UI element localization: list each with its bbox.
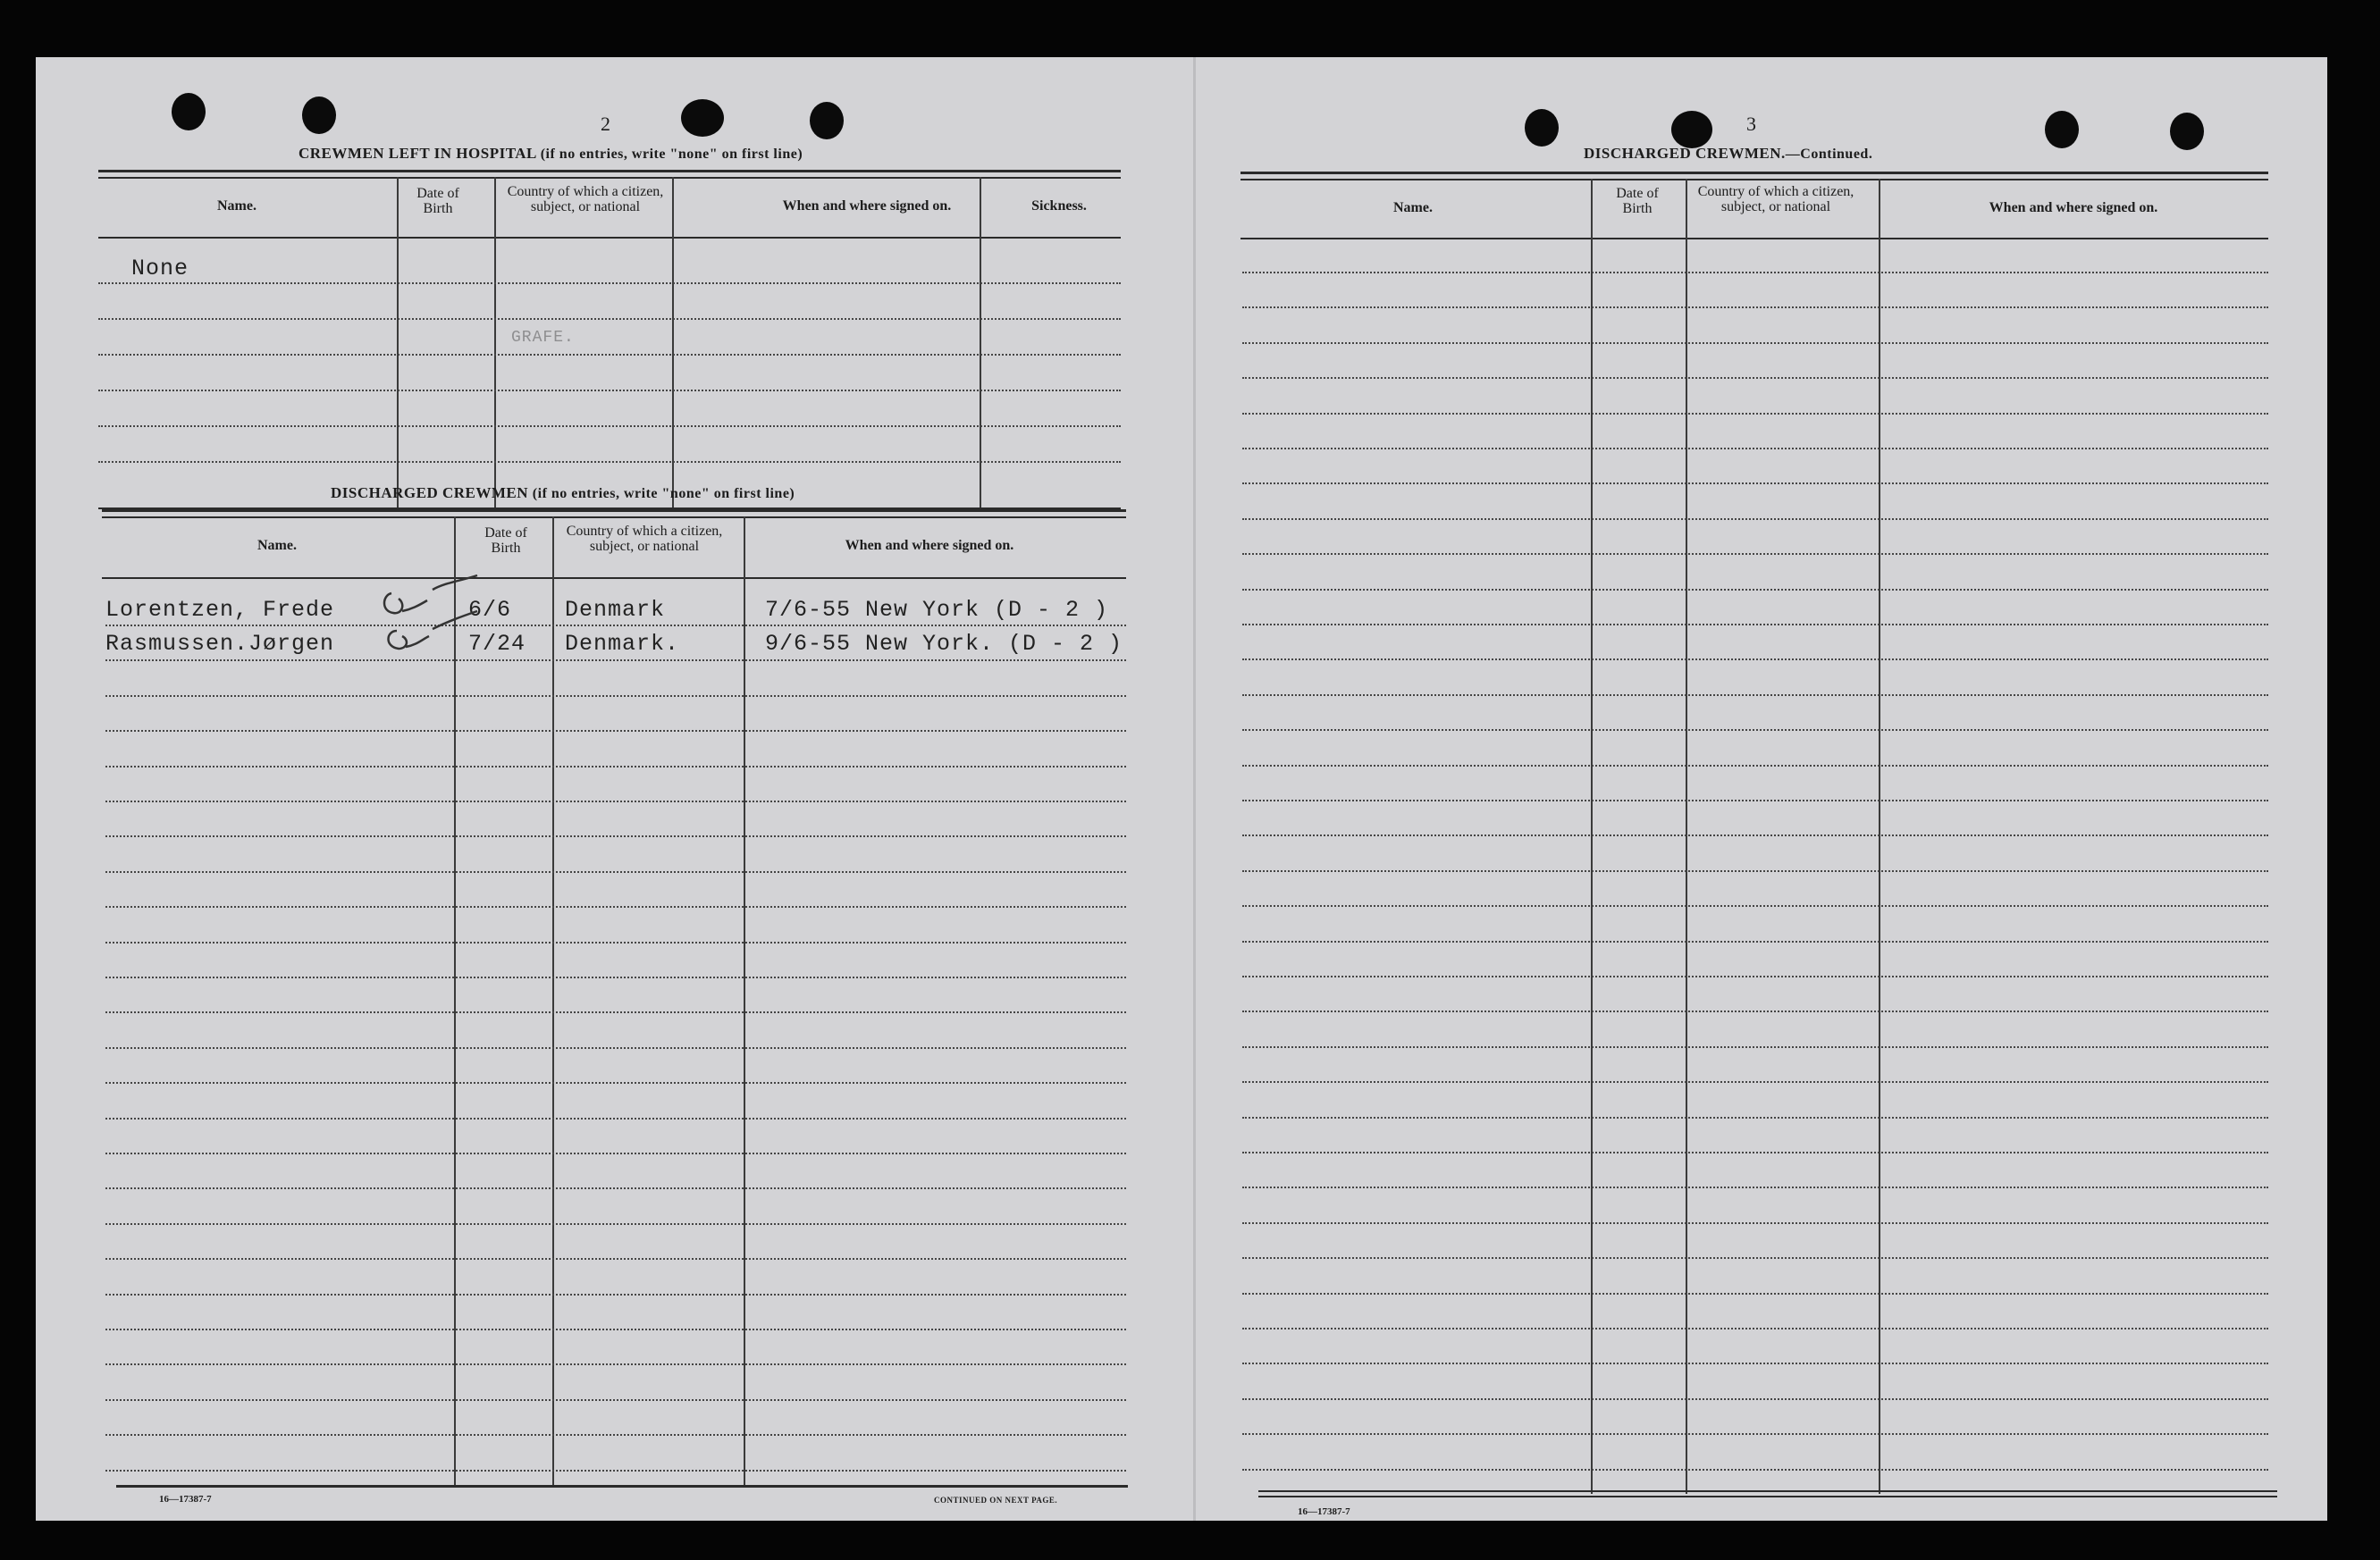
crew-dob: 7/24	[468, 631, 526, 657]
entry-line	[1242, 589, 2268, 591]
entry-line	[1242, 1293, 2268, 1295]
discharged-title-note: (if no entries, write "none" on first line)	[532, 486, 795, 501]
entry-line	[1242, 1117, 2268, 1119]
entry-line	[105, 1329, 1126, 1330]
entry-line	[1242, 1011, 2268, 1012]
entry-line	[105, 977, 1126, 978]
rule	[1240, 172, 2268, 174]
form-number: 16—17387-7	[159, 1494, 212, 1505]
hospital-entry: None	[131, 256, 189, 281]
entry-line	[1242, 1222, 2268, 1224]
col-header-signed-on: When and where signed on.	[782, 198, 952, 214]
rule	[102, 516, 1126, 518]
entry-line	[1242, 1046, 2268, 1048]
rule	[102, 509, 1126, 512]
entry-line	[105, 1294, 1126, 1296]
rule	[1258, 1490, 2277, 1492]
punch-hole	[810, 102, 844, 139]
col-header-dob: Date of Birth	[1616, 186, 1659, 216]
entry-line	[105, 942, 1126, 944]
entry-line	[98, 390, 1121, 391]
continued-title-suffix: —Continued.	[1785, 147, 1873, 162]
entry-line	[1242, 1081, 2268, 1083]
hospital-title-note: (if no entries, write "none" on first line)	[540, 147, 803, 162]
entry-line	[1242, 1469, 2268, 1471]
entry-line	[1242, 800, 2268, 801]
entry-line	[105, 1258, 1126, 1260]
discharged-section-title	[331, 484, 795, 502]
discharged-title-text: DISCHARGED CREWMEN	[331, 484, 529, 501]
col-header-country: Country of which a citizen, subject, or national	[566, 524, 723, 554]
entry-line	[105, 1399, 1126, 1401]
entry-line	[105, 625, 1126, 626]
entry-line	[1242, 694, 2268, 696]
punch-hole	[2045, 111, 2079, 148]
entry-line	[105, 1470, 1126, 1472]
entry-line	[1242, 658, 2268, 660]
entry-line	[105, 659, 1126, 661]
entry-line	[1242, 306, 2268, 308]
entry-line	[105, 1434, 1126, 1436]
punch-hole	[681, 99, 724, 137]
punch-hole	[302, 96, 336, 134]
entry-line	[98, 461, 1121, 463]
entry-line	[1242, 905, 2268, 907]
entry-line	[105, 695, 1126, 697]
entry-line	[105, 1187, 1126, 1189]
entry-line	[105, 871, 1126, 873]
entry-line	[1242, 448, 2268, 449]
punch-hole	[1525, 109, 1559, 147]
entry-line	[1242, 870, 2268, 872]
header-rule	[1240, 238, 2268, 239]
col-header-dob: Date of Birth	[416, 186, 459, 216]
entry-line	[105, 1082, 1126, 1084]
header-rule	[98, 237, 1121, 239]
entry-line	[1242, 413, 2268, 415]
entry-line	[1242, 1363, 2268, 1364]
form-number: 16—17387-7	[1298, 1506, 1350, 1517]
col-header-signed-on: When and where signed on.	[1989, 200, 2158, 215]
entry-line	[105, 1047, 1126, 1049]
rule	[98, 170, 1121, 172]
col-header-country: Country of which a citizen, subject, or national	[1697, 184, 1854, 214]
entry-line	[1242, 272, 2268, 273]
faint-stamp-text: GRAFE.	[511, 329, 575, 347]
entry-line	[1242, 1328, 2268, 1329]
entry-line	[1242, 1433, 2268, 1435]
col-divider	[980, 177, 981, 509]
header-rule	[102, 577, 1126, 579]
col-header-country: Country of which a citizen, subject, or national	[507, 184, 664, 214]
entry-line	[98, 318, 1121, 320]
entry-line	[105, 1118, 1126, 1120]
continued-title-text: DISCHARGED CREWMEN.	[1584, 145, 1786, 162]
entry-line	[1242, 1257, 2268, 1259]
crew-country: Denmark.	[565, 631, 680, 657]
handwritten-check-marks	[347, 575, 499, 674]
entry-line	[105, 835, 1126, 837]
entry-line	[1242, 377, 2268, 379]
entry-line	[1242, 1152, 2268, 1153]
entry-line	[1242, 765, 2268, 767]
crew-country: Denmark	[565, 597, 666, 623]
entry-line	[105, 1153, 1126, 1154]
entry-line	[1242, 941, 2268, 943]
col-divider	[397, 177, 399, 509]
punch-hole	[2170, 113, 2204, 150]
crew-name: Rasmussen.Jørgen	[105, 631, 335, 657]
hospital-section-title	[299, 145, 803, 163]
crew-signed-on: 7/6-55 New York (D - 2 )	[765, 597, 1109, 623]
col-header-sickness: Sickness.	[1031, 198, 1087, 214]
entry-line	[105, 730, 1126, 732]
rule	[116, 1485, 1128, 1488]
entry-line	[1242, 1187, 2268, 1188]
page-fold	[1193, 57, 1196, 1521]
col-header-name: Name.	[1393, 200, 1433, 215]
entry-line	[105, 1011, 1126, 1013]
entry-line	[1242, 518, 2268, 520]
entry-line	[1242, 1398, 2268, 1400]
page-number: 3	[1746, 113, 1756, 135]
entry-line	[1242, 729, 2268, 731]
col-header-name: Name.	[257, 538, 297, 553]
entry-line	[1242, 482, 2268, 484]
entry-line	[105, 766, 1126, 767]
col-header-dob: Date of Birth	[484, 525, 527, 556]
page-number: 2	[601, 113, 610, 135]
col-divider	[552, 516, 554, 1487]
entry-line	[1242, 553, 2268, 555]
entry-line	[1242, 342, 2268, 344]
rule	[1240, 179, 2268, 180]
punch-hole	[172, 93, 206, 130]
col-divider	[494, 177, 496, 509]
entry-line	[105, 1363, 1126, 1365]
entry-line	[98, 282, 1121, 284]
rule	[98, 177, 1121, 179]
crew-name: Lorentzen, Frede	[105, 597, 335, 623]
entry-line	[98, 425, 1121, 427]
crew-signed-on: 9/6-55 New York. (D - 2 )	[765, 631, 1123, 657]
entry-line	[1242, 624, 2268, 625]
continued-note: CONTINUED ON NEXT PAGE.	[934, 1496, 1058, 1505]
entry-line	[105, 906, 1126, 908]
col-header-signed-on: When and where signed on.	[845, 538, 1014, 553]
crew-dob: 6/6	[468, 597, 512, 623]
entry-line	[1242, 835, 2268, 836]
col-divider	[672, 177, 674, 509]
document-sheet	[36, 57, 2327, 1521]
rule	[1258, 1496, 2277, 1497]
col-divider	[744, 516, 745, 1487]
col-header-name: Name.	[217, 198, 257, 214]
entry-line	[105, 801, 1126, 802]
entry-line	[98, 354, 1121, 356]
entry-line	[105, 1223, 1126, 1225]
entry-line	[1242, 976, 2268, 977]
hospital-title-text: CREWMEN LEFT IN HOSPITAL	[299, 145, 536, 162]
punch-hole	[1671, 111, 1712, 148]
discharged-continued-title	[1584, 145, 1872, 163]
